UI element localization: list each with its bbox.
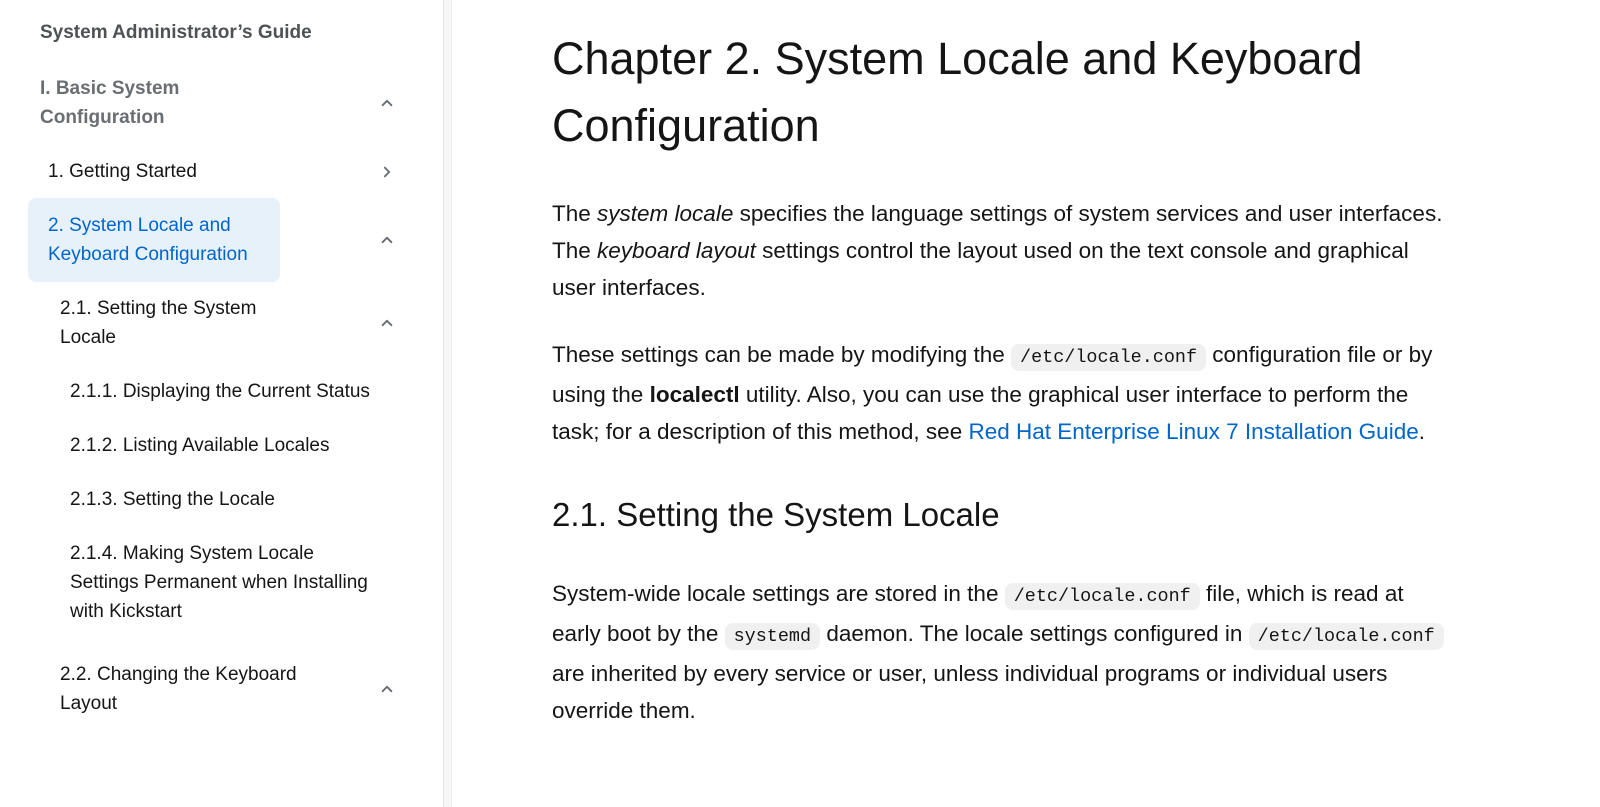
inline-strong: localectl xyxy=(649,382,740,408)
toc-list xyxy=(40,74,395,718)
toc-item[interactable] xyxy=(40,485,395,514)
toc-item-label: 2.2. Changing the Keyboard Layout xyxy=(60,664,297,714)
toc-item[interactable] xyxy=(40,660,395,718)
sidebar xyxy=(0,0,443,807)
chevron-up-icon[interactable] xyxy=(379,95,395,111)
page-title: Chapter 2. System Locale and Keyboard Configuration xyxy=(552,33,1363,151)
guide-title[interactable]: System Administrator’s Guide xyxy=(40,22,312,43)
settings-methods-paragraph: These settings can be made by modifying the /etc/locale.conf configuration file or by using the localectl utility. Also, you can use the graphical user interface to perform the task; for a description of this method, see Red Hat Enterprise Linux 7 Installation Guide. xyxy=(552,342,1433,445)
inline-code: systemd xyxy=(725,623,820,650)
intro-paragraph: The system locale specifies the language settings of system services and user interfaces. The keyboard layout settings control the layout used on the text console and graphical user interfaces. xyxy=(552,201,1443,301)
content-column xyxy=(552,26,1457,729)
toc-item[interactable] xyxy=(40,294,395,352)
chevron-right-icon[interactable] xyxy=(379,164,395,180)
toc-item-label: 1. Getting Started xyxy=(48,161,197,182)
toc-item[interactable] xyxy=(40,431,395,460)
section-heading: 2.1. Setting the System Locale xyxy=(552,496,1000,534)
toc-item-label: 2.1. Setting the System Locale xyxy=(60,298,257,348)
toc-item-label: 2.1.4. Making System Locale Settings Permanent when Installing with Kickstart xyxy=(70,543,368,622)
toc-item[interactable] xyxy=(40,377,395,406)
toc-item[interactable] xyxy=(40,539,395,626)
toc-item-label: I. Basic System Configuration xyxy=(40,78,180,128)
inline-link[interactable]: Red Hat Enterprise Linux 7 Installation Guide xyxy=(968,419,1419,445)
toc-item[interactable] xyxy=(40,74,395,132)
toc-item-label: 2.1.3. Setting the Locale xyxy=(70,489,275,510)
inline-code: /etc/locale.conf xyxy=(1005,583,1200,610)
content xyxy=(452,0,1600,807)
toc-item-label: 2.1.1. Displaying the Current Status xyxy=(70,381,370,402)
locale-conf-paragraph: System-wide locale settings are stored in the /etc/locale.conf file, which is read at early boot by the systemd daemon. The locale settings configured in /etc/locale.conf are inherited by every service or user, unless individual programs or individual users override them. xyxy=(552,575,1457,729)
toc-item-label: 2.1.2. Listing Available Locales xyxy=(70,435,330,456)
inline-code: /etc/locale.conf xyxy=(1011,344,1206,371)
toc-item-label: 2. System Locale and Keyboard Configuration xyxy=(28,198,280,282)
inline-em: keyboard layout xyxy=(597,238,756,264)
chevron-up-icon[interactable] xyxy=(379,681,395,697)
toc-item[interactable] xyxy=(40,211,395,269)
chevron-up-icon[interactable] xyxy=(379,232,395,248)
inline-code: /etc/locale.conf xyxy=(1249,623,1444,650)
inline-em: system locale xyxy=(597,201,734,227)
toc-item[interactable] xyxy=(40,157,395,186)
chevron-up-icon[interactable] xyxy=(379,315,395,331)
sidebar-divider xyxy=(443,0,452,807)
